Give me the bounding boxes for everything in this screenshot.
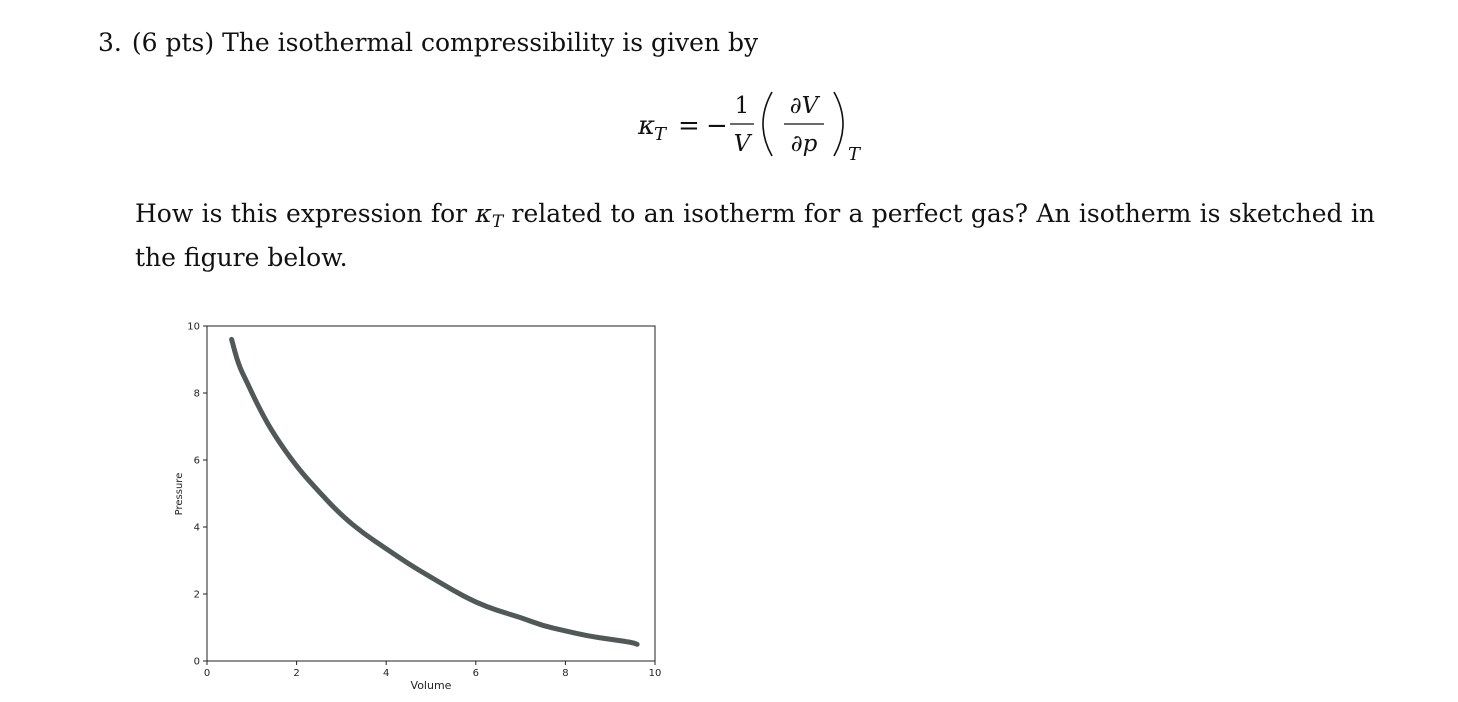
y-axis-title: Pressure <box>174 472 185 516</box>
problem-text: The isothermal compressibility is given by <box>222 28 759 57</box>
chart-axes <box>187 322 661 680</box>
x-tick-label: 6 <box>472 668 479 679</box>
isotherm-figure <box>160 314 680 700</box>
equation-fraction-denominator: V <box>733 131 751 157</box>
question-kappa-symbol <box>475 199 504 232</box>
x-tick-label: 10 <box>648 668 662 679</box>
equation-partial-numerator: ∂V <box>789 93 819 119</box>
question-kappa-subscript: T <box>491 212 504 232</box>
x-axis-title: Volume <box>410 679 452 692</box>
equation-partial-denominator: ∂p <box>790 131 818 157</box>
isotherm-chart <box>160 314 680 700</box>
y-tick-label: 8 <box>193 388 200 400</box>
y-tick-label: 4 <box>193 522 200 534</box>
equation-fraction-numerator: 1 <box>734 93 750 119</box>
equation-left-paren <box>763 92 772 156</box>
y-tick-label: 10 <box>187 321 200 333</box>
chart-series <box>232 339 637 644</box>
question-text-before: How is this expression for <box>135 199 476 228</box>
equation-kappa: κ <box>638 111 656 141</box>
y-tick-label: 0 <box>193 656 200 668</box>
compressibility-equation <box>636 84 876 174</box>
x-tick-label: 0 <box>203 668 211 679</box>
x-tick-label: 2 <box>293 668 300 679</box>
equation-right-paren <box>834 92 843 156</box>
equation-minus: − <box>706 111 728 141</box>
x-tick-label: 8 <box>562 668 569 679</box>
y-tick-label: 2 <box>193 589 200 601</box>
problem-number: 3. <box>98 28 122 57</box>
question-kappa: κ <box>475 199 492 228</box>
isotherm-curve <box>232 339 637 644</box>
x-tick-label: 4 <box>383 668 390 679</box>
equation-kappa-subscript: T <box>654 124 667 145</box>
question-paragraph <box>135 196 1375 275</box>
equation-equals: = <box>678 111 700 141</box>
problem-points: (6 pts) <box>131 28 215 57</box>
problem-statement <box>98 28 758 57</box>
question-text-after: related to an isotherm for a perfect gas? An isotherm is sketched in the figure below. <box>135 199 1375 272</box>
equation-constant-subscript: T <box>848 144 861 165</box>
y-tick-label: 6 <box>193 455 200 467</box>
plot-frame <box>207 326 655 661</box>
